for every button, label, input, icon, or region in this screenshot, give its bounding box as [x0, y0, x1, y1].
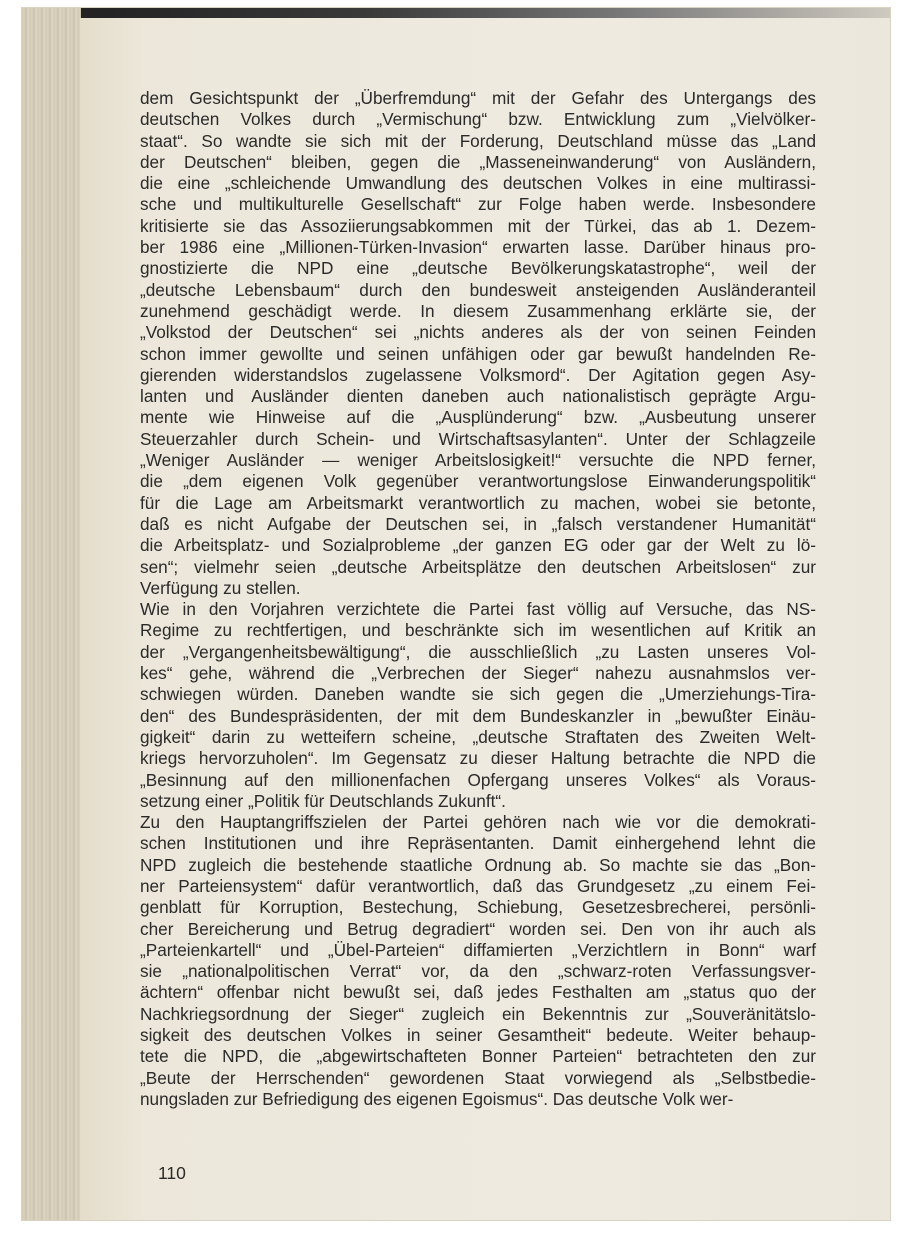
- text-line: zunehmend geschädigt werde. In diesem Zusammenhang erklärte sie, der: [140, 300, 816, 321]
- text-line: NPD zugleich die bestehende staatliche Ordnung ab. So machte sie das „Bon-: [140, 854, 816, 875]
- text-line: schwiegen würden. Daneben wandte sie sich gegen die „Umerziehungs-Tira-: [140, 684, 816, 705]
- text-line: nungsladen zur Befriedigung des eigenen Egoismus“. Das deutsche Volk wer-: [140, 1088, 734, 1109]
- text-line: „Beute der Herrschenden“ gewordenen Staat vorwiegend als „Selbstbedie-: [140, 1067, 816, 1088]
- text-line: staat“. So wandte sie sich mit der Forderung, Deutschland müsse das „Land: [140, 130, 816, 151]
- text-line: kriegs hervorzuholen“. Im Gegensatz zu dieser Haltung betrachte die NPD die: [140, 748, 816, 769]
- text-line: gnostizierte die NPD eine „deutsche Bevölkerungskatastrophe“, weil der: [140, 258, 816, 279]
- text-line: sie „nationalpolitischen Verrat“ vor, da den „schwarz-roten Verfassungsver-: [140, 961, 816, 982]
- text-line: Steuerzahler durch Schein- und Wirtschaftsasylanten“. Unter der Schlagzeile: [140, 428, 816, 449]
- text-line: die „dem eigenen Volk gegenüber verantwortungslose Einwanderungspolitik“: [140, 471, 816, 492]
- text-line: die eine „schleichende Umwandlung des deutschen Volkes in eine multirassi-: [140, 173, 816, 194]
- text-line: „Volkstod der Deutschen“ sei „nichts anderes als der von seinen Feinden: [140, 322, 816, 343]
- text-line: Nachkriegsordnung der Sieger“ zugleich ein Bekenntnis zur „Souveränitätslo-: [140, 1003, 816, 1024]
- text-line: daß es nicht Aufgabe der Deutschen sei, in „falsch verstandener Humanität“: [140, 513, 816, 534]
- text-line: kritisierte sie das Assoziierungsabkommen mit der Türkei, das ab 1. Dezem-: [140, 215, 816, 236]
- text-line: deutschen Volkes durch „Vermischung“ bzw. Entwicklung zum „Vielvölker-: [140, 109, 816, 130]
- text-line: ächtern“ offenbar nicht bewußt sei, daß jedes Festhalten am „status quo der: [140, 982, 816, 1003]
- text-line: der Deutschen“ bleiben, gegen die „Masseneinwanderung“ von Ausländern,: [140, 151, 816, 172]
- text-line: kes“ gehe, während die „Verbrechen der Sieger“ nahezu ausnahmslos ver-: [140, 663, 816, 684]
- body-text: [140, 88, 816, 1110]
- text-line: Regime zu rechtfertigen, und beschränkte sich im wesentlichen auf Kritik an: [140, 620, 816, 641]
- text-line: dem Gesichtspunkt der „Überfremdung“ mit der Gefahr des Untergangs des: [140, 88, 816, 108]
- text-line: gigkeit“ darin zu wetteifern scheine, „deutsche Straftaten des Zweiten Welt-: [140, 726, 816, 747]
- text-line: ber 1986 eine „Millionen-Türken-Invasion“ erwarten lasse. Darüber hinaus pro-: [140, 237, 816, 258]
- text-line: lanten und Ausländer dienten daneben auch nationalistisch geprägte Argu-: [140, 386, 816, 407]
- text-line: den“ des Bundespräsidenten, der mit dem Bundeskanzler in „bewußter Einäu-: [140, 705, 816, 726]
- text-line: „Besinnung auf den millionenfachen Opfergang unseres Volkes“ als Voraus-: [140, 769, 816, 790]
- page-number: 110: [158, 1163, 186, 1183]
- text-line: „Parteienkartell“ und „Übel-Parteien“ diffamierten „Verzichtlern in Bonn“ warf: [140, 939, 816, 960]
- text-line: genblatt für Korruption, Bestechung, Schiebung, Gesetzesbrecherei, persönli-: [140, 897, 816, 918]
- text-line: sche und multikulturelle Gesellschaft“ zur Folge haben werde. Insbesondere: [140, 194, 816, 215]
- text-line: schen Institutionen und ihre Repräsentanten. Damit einhergehend lehnt die: [140, 833, 816, 854]
- text-line: die Arbeitsplatz- und Sozialprobleme „der ganzen EG oder gar der Welt zu lö-: [140, 535, 816, 556]
- text-line: „Weniger Ausländer — weniger Arbeitslosigkeit!“ versuchte die NPD ferner,: [140, 450, 816, 471]
- book-spine: [22, 8, 81, 1220]
- text-line: „deutsche Lebensbaum“ durch den bundesweit ansteigenden Ausländeranteil: [140, 279, 816, 300]
- text-line: tete die NPD, die „abgewirtschafteten Bonner Parteien“ betrachteten den zur: [140, 1046, 816, 1067]
- text-line: sigkeit des deutschen Volkes in seiner Gesamtheit“ bedeute. Weiter behaup-: [140, 1025, 816, 1046]
- text-line: für die Lage am Arbeitsmarkt verantwortlich zu machen, wobei sie betonte,: [140, 492, 816, 513]
- text-line: Verfügung zu stellen.: [140, 577, 301, 598]
- text-line: Zu den Hauptangriffszielen der Partei gehören nach wie vor die demokrati-: [140, 812, 816, 833]
- text-line: Wie in den Vorjahren verzichtete die Partei fast völlig auf Versuche, das NS-: [140, 599, 816, 620]
- text-line: mente wie Hinweise auf die „Ausplünderung“ bzw. „Ausbeutung unserer: [140, 407, 816, 428]
- scan-top-edge: [22, 8, 890, 18]
- text-line: sen“; vielmehr seien „deutsche Arbeitsplätze den deutschen Arbeitslosen“ zur: [140, 556, 816, 577]
- text-line: cher Bereicherung und Betrug degradiert“ worden sei. Den von ihr auch als: [140, 918, 816, 939]
- text-line: schon immer gewollte und seinen unfähigen oder gar bewußt handelnden Re-: [140, 343, 816, 364]
- text-line: setzung einer „Politik für Deutschlands Zukunft“.: [140, 790, 506, 811]
- text-line: gierenden widerstandslos zugelassene Volksmord“. Der Agitation gegen Asy-: [140, 364, 816, 385]
- text-line: der „Vergangenheitsbewältigung“, die ausschließlich „zu Lasten unseres Vol-: [140, 641, 816, 662]
- text-line: ner Parteiensystem“ dafür verantwortlich, daß das Grundgesetz „zu einem Fei-: [140, 875, 816, 896]
